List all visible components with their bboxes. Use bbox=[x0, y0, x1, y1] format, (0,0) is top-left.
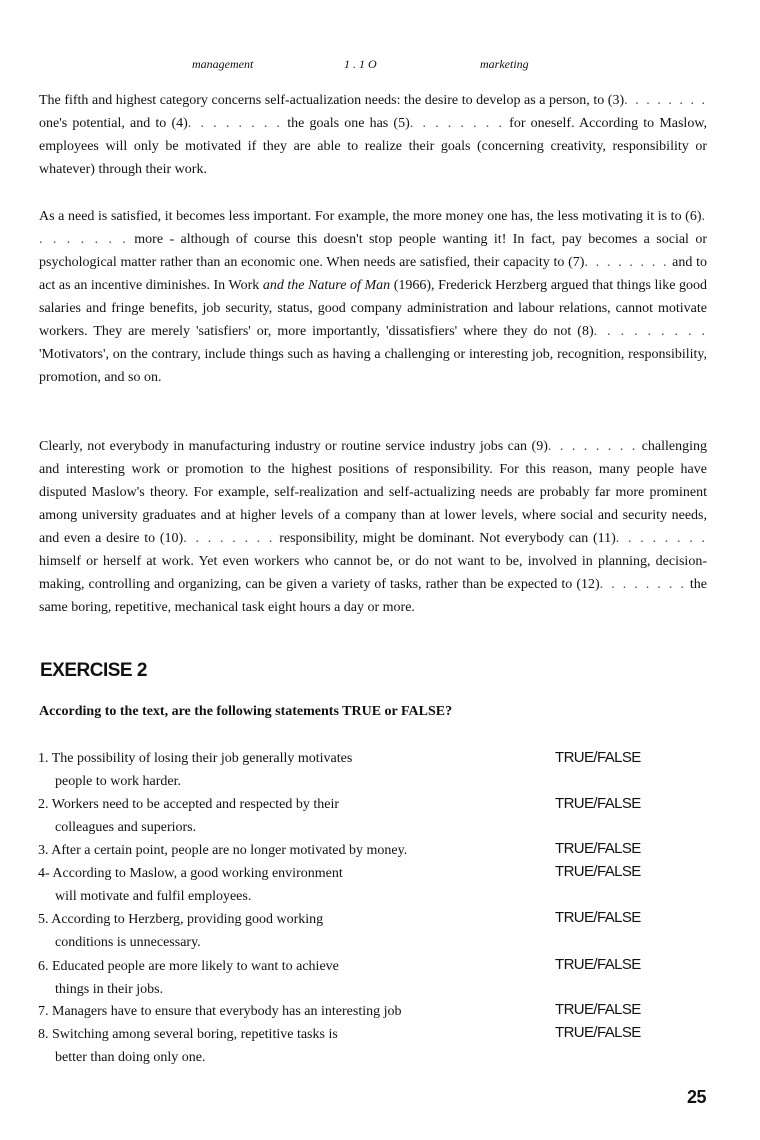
answer-8: TRUE/FALSE bbox=[555, 1024, 641, 1041]
answer-2: TRUE/FALSE bbox=[555, 795, 641, 812]
header-right: marketing bbox=[480, 57, 529, 71]
answer-4: TRUE/FALSE bbox=[555, 863, 641, 880]
answer-5: TRUE/FALSE bbox=[555, 909, 641, 926]
exercise-title: EXERCISE 2 bbox=[40, 660, 147, 681]
answer-6: TRUE/FALSE bbox=[555, 956, 641, 973]
running-header bbox=[0, 57, 760, 75]
blank-11: . . . . . . . . bbox=[615, 531, 708, 546]
blank-7: . . . . . . . . bbox=[584, 255, 669, 270]
blank-4: . . . . . . . . bbox=[187, 116, 283, 131]
question-8: 8. Switching among several boring, repetitive tasks is better than doing only one. bbox=[38, 1027, 338, 1065]
answer-3: TRUE/FALSE bbox=[555, 840, 641, 857]
question-3: 3. After a certain point, people are no longer motivated by money. bbox=[38, 843, 408, 858]
header-page-ref: 1 . 1 O bbox=[344, 57, 377, 71]
question-1: 1. The possibility of losing their job generally motivates people to work harder. bbox=[38, 751, 353, 789]
header-left: management bbox=[192, 57, 254, 71]
answer-1: TRUE/FALSE bbox=[555, 749, 641, 766]
question-5: 5. According to Herzberg, providing good working conditions is unnecessary. bbox=[38, 912, 324, 950]
paragraph-2: As a need is satisfied, it becomes less important. For example, the more money one has, the less motivating it is to (6). . . . . . . . more - although of course this doesn't stop people wanting it! In fact, pay becomes a social or psychological matter rather than an economic one. When needs are satisfied, their capacity to (7). . . . . . . . and to act as an incentive diminishes. In Work and the Nature of Man (1966), Frederick Herzberg argued that things like good salaries and fringe benefits, job security, status, good company administration and labour relations, cannot motivate workers. They are merely 'satisfiers' or, more importantly, 'dissatisfiers' where they do not (8). . . . . . . . . 'Motivators', on the contrary, include things such as having a challenging or interesting job, recognition, responsibility, promotion, and so on. bbox=[39, 209, 708, 385]
question-2: 2. Workers need to be accepted and respected by their colleagues and superiors. bbox=[38, 797, 340, 835]
paragraph-3: Clearly, not everybody in manufacturing industry or routine service industry jobs can (9). . . . . . . . challenging and interesting work or promotion to the highest positions of responsibility. For this reason, many people have disputed Maslow's theory. For example, self-realization and self-actualizing needs are probably far more prominent among university graduates and at higher levels of a company than at lower levels, where social and security needs, and even a desire to (10). . . . . . . . responsibility, might be dominant. Not everybody can (11). . . . . . . . himself or herself at work. Yet even workers who cannot be, or do not want to be, involved in planning, decision-making, controlling and organizing, can be given a variety of tasks, rather than be expected to (12). . . . . . . . the same boring, repetitive, mechanical task eight hours a day or more. bbox=[39, 439, 708, 615]
blank-8: . . . . . . . . . bbox=[593, 324, 707, 339]
answer-7: TRUE/FALSE bbox=[555, 1001, 641, 1018]
paragraph-1: The fifth and highest category concerns self-actualization needs: the desire to develop as a person, to (3). . . . . . . . one's potential, and to (4). . . . . . . . the goals one has (5). . . . . . . . for oneself. According to Maslow, employees will only be motivated if they are able to realize their goals (concerning creativity, responsibility or whatever) through their work. bbox=[39, 93, 708, 177]
question-4: 4- According to Maslow, a good working environment will motivate and fulfil employees. bbox=[38, 866, 343, 904]
blank-12: . . . . . . . . bbox=[599, 577, 686, 592]
blank-9: . . . . . . . . bbox=[547, 439, 638, 454]
question-6: 6. Educated people are more likely to want to achieve things in their jobs. bbox=[38, 959, 339, 997]
page-number: 25 bbox=[686, 1087, 706, 1107]
question-7: 7. Managers have to ensure that everybody has an interesting job bbox=[38, 1004, 402, 1019]
blank-6: . . . . . . . . bbox=[39, 209, 707, 247]
blank-3: . . . . . . . . bbox=[624, 93, 708, 108]
exercise-instruction: According to the text, are the following statements TRUE or FALSE? bbox=[39, 704, 453, 719]
blank-5: . . . . . . . . bbox=[409, 116, 504, 131]
blank-10: . . . . . . . . bbox=[183, 531, 275, 546]
